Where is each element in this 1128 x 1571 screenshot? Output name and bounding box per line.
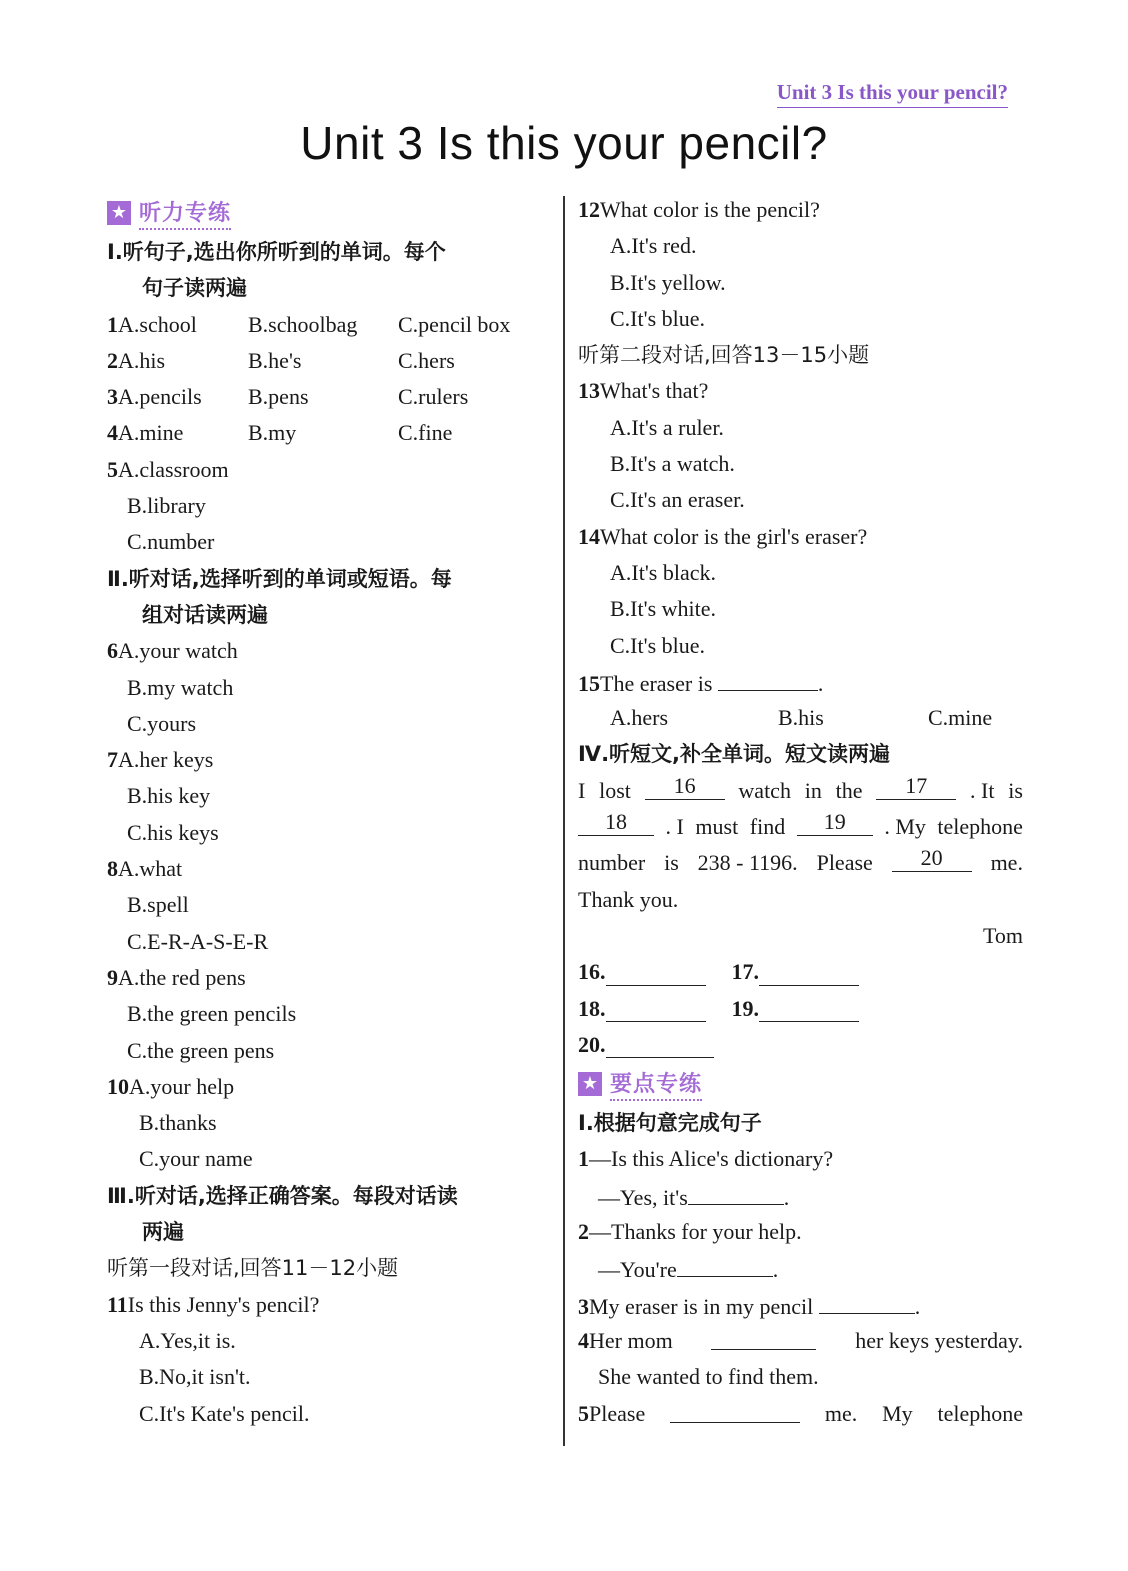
option-b: B.he's bbox=[248, 347, 302, 373]
question-stem: What color is the pencil? bbox=[600, 197, 820, 222]
passage-line-3 bbox=[578, 845, 1023, 881]
question-number: 3 bbox=[578, 1293, 589, 1319]
question-number: 11 bbox=[107, 1291, 128, 1317]
question-stem: —Yes, it's bbox=[598, 1184, 688, 1210]
passage-blank-18[interactable]: 18 bbox=[578, 809, 654, 836]
word: the bbox=[835, 777, 863, 803]
keypoint-section-1-title: Ⅰ.根据句意完成句子 bbox=[578, 1111, 762, 1136]
option-c: C.hers bbox=[398, 347, 455, 373]
passage-blank-20[interactable]: 20 bbox=[892, 845, 972, 872]
question-9 bbox=[107, 960, 552, 996]
listening-banner bbox=[107, 192, 552, 234]
right-column bbox=[578, 192, 1023, 1432]
option-a: A.hers bbox=[610, 705, 669, 731]
question-number: 2 bbox=[107, 347, 118, 373]
section-4-title: Ⅳ.听短文,补全单词。短文读两遍 bbox=[578, 742, 891, 767]
punctuation: . bbox=[817, 670, 824, 696]
section-3-title: Ⅲ.听对话,选择正确答案。每段对话读 bbox=[107, 1183, 458, 1208]
option-a: A.classroom bbox=[118, 456, 229, 482]
word: me. bbox=[990, 850, 1023, 876]
word: in bbox=[804, 777, 822, 803]
question-number: 8 bbox=[107, 856, 118, 882]
answer-blank[interactable] bbox=[606, 959, 706, 986]
word: lost bbox=[599, 777, 631, 803]
question-stem: Please bbox=[589, 1400, 646, 1426]
running-header: Unit 3 Is this your pencil? bbox=[777, 80, 1008, 108]
dialog-2-instruction: 听第二段对话,回答13－15小题 bbox=[578, 343, 870, 368]
question-stem: My bbox=[882, 1400, 913, 1426]
answer-blank[interactable] bbox=[819, 1287, 915, 1314]
kp-question-1 bbox=[578, 1141, 1023, 1177]
word: telephone bbox=[937, 814, 1023, 840]
passage-signature: Tom bbox=[982, 922, 1023, 948]
question-2 bbox=[107, 343, 552, 379]
option-b: B.pens bbox=[248, 384, 309, 410]
question-12 bbox=[578, 192, 1023, 228]
question-stem: Is this Jenny's pencil? bbox=[127, 1291, 320, 1317]
section-2-title: Ⅱ.听对话,选择听到的单词或短语。每 bbox=[107, 566, 452, 591]
question-number: 9 bbox=[107, 964, 118, 990]
option-a: A.his bbox=[118, 347, 166, 373]
option-b: B.spell bbox=[127, 892, 189, 918]
word: 238 - 1196. bbox=[697, 850, 798, 876]
option-c: C.It's blue. bbox=[610, 305, 706, 331]
option-c: C.rulers bbox=[398, 384, 469, 410]
star-icon: ★ bbox=[107, 201, 131, 225]
page-title: Unit 3 Is this your pencil? bbox=[300, 117, 828, 169]
option-b: B.No,it isn't. bbox=[139, 1364, 251, 1390]
word: must bbox=[695, 814, 739, 840]
answer-blank[interactable] bbox=[759, 995, 859, 1022]
option-c: C.E-R-A-S-E-R bbox=[127, 928, 269, 954]
option-a: A.her keys bbox=[118, 747, 214, 773]
question-stem: —Thanks for your help. bbox=[589, 1219, 802, 1245]
question-14 bbox=[578, 519, 1023, 555]
question-5 bbox=[107, 452, 552, 488]
option-b: B.my bbox=[248, 420, 297, 446]
option-c: C.It's blue. bbox=[610, 632, 706, 658]
question-number: 1 bbox=[578, 1146, 589, 1172]
question-number: 5 bbox=[107, 456, 118, 482]
word: is bbox=[664, 850, 679, 876]
word: I bbox=[578, 777, 586, 803]
passage-line-2 bbox=[578, 809, 1023, 845]
punctuation: . bbox=[783, 1184, 790, 1210]
question-6 bbox=[107, 633, 552, 669]
question-3 bbox=[107, 379, 552, 415]
keypoint-banner-label: 要点专练 bbox=[610, 1067, 702, 1101]
option-a: A.the red pens bbox=[118, 964, 246, 990]
option-a: A.mine bbox=[118, 420, 184, 446]
option-c: C.It's Kate's pencil. bbox=[139, 1400, 310, 1426]
answer-row-16-17 bbox=[578, 954, 1023, 990]
answer-label: 17. bbox=[731, 959, 759, 985]
answer-blank[interactable] bbox=[688, 1178, 784, 1205]
question-stem: her keys yesterday. bbox=[855, 1327, 1023, 1353]
question-number: 4 bbox=[107, 420, 118, 446]
option-b: B.It's yellow. bbox=[610, 269, 726, 295]
keypoint-banner bbox=[578, 1063, 1023, 1105]
option-c: C.his keys bbox=[127, 819, 219, 845]
answer-label: 19. bbox=[731, 995, 759, 1021]
word: . My bbox=[884, 814, 926, 840]
question-stem: Her mom bbox=[589, 1327, 673, 1353]
answer-blank[interactable] bbox=[606, 995, 706, 1022]
option-a: A.pencils bbox=[118, 384, 202, 410]
passage-blank-17[interactable]: 17 bbox=[876, 773, 956, 800]
passage-line-4: Thank you. bbox=[578, 886, 679, 912]
question-number: 13 bbox=[578, 378, 600, 404]
option-b: B.It's a watch. bbox=[610, 451, 735, 477]
question-number: 3 bbox=[107, 384, 118, 410]
answer-blank[interactable] bbox=[711, 1323, 816, 1350]
question-number: 10 bbox=[107, 1073, 129, 1099]
answer-label: 20. bbox=[578, 1031, 606, 1057]
option-c: C.your name bbox=[139, 1146, 253, 1172]
section-3-title-cont: 两遍 bbox=[142, 1220, 184, 1245]
section-1-title: Ⅰ.听句子,选出你所听到的单词。每个 bbox=[107, 240, 446, 264]
question-15 bbox=[578, 664, 1023, 700]
option-a: A.It's black. bbox=[610, 559, 716, 585]
left-column bbox=[107, 192, 552, 1432]
option-c: C.It's an eraser. bbox=[610, 487, 745, 513]
question-stem: The eraser is bbox=[600, 670, 713, 696]
question-stem: telephone bbox=[937, 1400, 1023, 1426]
answer-blank[interactable] bbox=[718, 664, 818, 691]
passage-blank-16[interactable]: 16 bbox=[645, 773, 725, 800]
option-c: C.the green pens bbox=[127, 1037, 275, 1063]
answer-blank[interactable] bbox=[670, 1396, 800, 1423]
answer-blank[interactable] bbox=[759, 959, 859, 986]
question-number: 15 bbox=[578, 670, 600, 696]
question-number: 2 bbox=[578, 1219, 589, 1245]
answer-label: 16. bbox=[578, 959, 606, 985]
question-13 bbox=[578, 373, 1023, 409]
listening-banner-label: 听力专练 bbox=[139, 196, 231, 230]
option-c: C.number bbox=[127, 529, 215, 555]
question-stem: me. bbox=[824, 1400, 858, 1426]
option-b: B.his bbox=[778, 705, 824, 731]
word: . It bbox=[970, 777, 995, 803]
question-number: 7 bbox=[107, 747, 118, 773]
word: watch bbox=[738, 777, 791, 803]
option-a: A.Yes,it is. bbox=[139, 1327, 236, 1353]
punctuation: . bbox=[914, 1293, 921, 1319]
kp-question-4 bbox=[578, 1323, 1023, 1359]
kp-question-5 bbox=[578, 1396, 1023, 1432]
answer-label: 18. bbox=[578, 995, 606, 1021]
answer-blank[interactable] bbox=[677, 1250, 773, 1277]
kp-question-2 bbox=[578, 1214, 1023, 1250]
option-a: A.It's a ruler. bbox=[610, 414, 724, 440]
dialog-1-instruction: 听第一段对话,回答11－12小题 bbox=[107, 1256, 399, 1281]
answer-blank[interactable] bbox=[606, 1031, 714, 1058]
punctuation: . bbox=[772, 1257, 779, 1283]
word: number bbox=[578, 850, 646, 876]
question-number: 14 bbox=[578, 523, 600, 549]
option-b: B.the green pencils bbox=[127, 1001, 297, 1027]
option-a: A.your help bbox=[129, 1073, 235, 1099]
option-b: B.schoolbag bbox=[248, 311, 358, 337]
question-number: 6 bbox=[107, 638, 118, 664]
option-c: C.fine bbox=[398, 420, 453, 446]
column-divider bbox=[563, 196, 565, 1446]
option-b: B.thanks bbox=[139, 1110, 217, 1136]
option-b: B.my watch bbox=[127, 674, 234, 700]
question-stem: What color is the girl's eraser? bbox=[600, 523, 868, 549]
question-8 bbox=[107, 851, 552, 887]
question-15-options bbox=[578, 700, 1023, 736]
section-2-title-cont: 组对话读两遍 bbox=[142, 602, 268, 627]
answer-row-20 bbox=[578, 1027, 1023, 1063]
kp-question-2-line-2 bbox=[578, 1250, 1023, 1286]
question-4 bbox=[107, 415, 552, 451]
word: . I bbox=[665, 814, 684, 840]
question-stem: What's that? bbox=[600, 378, 709, 404]
word: is bbox=[1008, 777, 1023, 803]
question-stem: My eraser is in my pencil bbox=[589, 1293, 814, 1319]
option-c: C.pencil box bbox=[398, 311, 511, 337]
kp-question-4-line-2: She wanted to find them. bbox=[598, 1364, 819, 1390]
word: Please bbox=[816, 850, 873, 876]
answer-row-18-19 bbox=[578, 991, 1023, 1027]
question-stem: —You're bbox=[598, 1257, 677, 1283]
word: find bbox=[749, 814, 786, 840]
section-1-title-cont: 句子读两遍 bbox=[142, 276, 247, 301]
question-number: 1 bbox=[107, 311, 118, 337]
question-number: 12 bbox=[578, 197, 600, 222]
option-c: C.mine bbox=[928, 705, 993, 731]
passage-blank-19[interactable]: 19 bbox=[797, 809, 873, 836]
star-icon: ★ bbox=[578, 1072, 602, 1096]
kp-question-3 bbox=[578, 1287, 1023, 1323]
option-c: C.yours bbox=[127, 710, 197, 736]
question-1 bbox=[107, 307, 552, 343]
question-number: 5 bbox=[578, 1400, 589, 1426]
option-b: B.library bbox=[127, 493, 206, 519]
question-number: 4 bbox=[578, 1327, 589, 1353]
question-11 bbox=[107, 1287, 552, 1323]
question-stem: —Is this Alice's dictionary? bbox=[589, 1146, 834, 1172]
question-10 bbox=[107, 1069, 552, 1105]
option-b: B.It's white. bbox=[610, 596, 717, 622]
option-a: A.It's red. bbox=[610, 233, 697, 259]
option-a: A.what bbox=[118, 856, 183, 882]
option-a: A.school bbox=[118, 311, 197, 337]
option-b: B.his key bbox=[127, 783, 211, 809]
passage-line-1 bbox=[578, 773, 1023, 809]
option-a: A.your watch bbox=[118, 638, 238, 664]
kp-question-1-line-2 bbox=[578, 1178, 1023, 1214]
question-7 bbox=[107, 742, 552, 778]
